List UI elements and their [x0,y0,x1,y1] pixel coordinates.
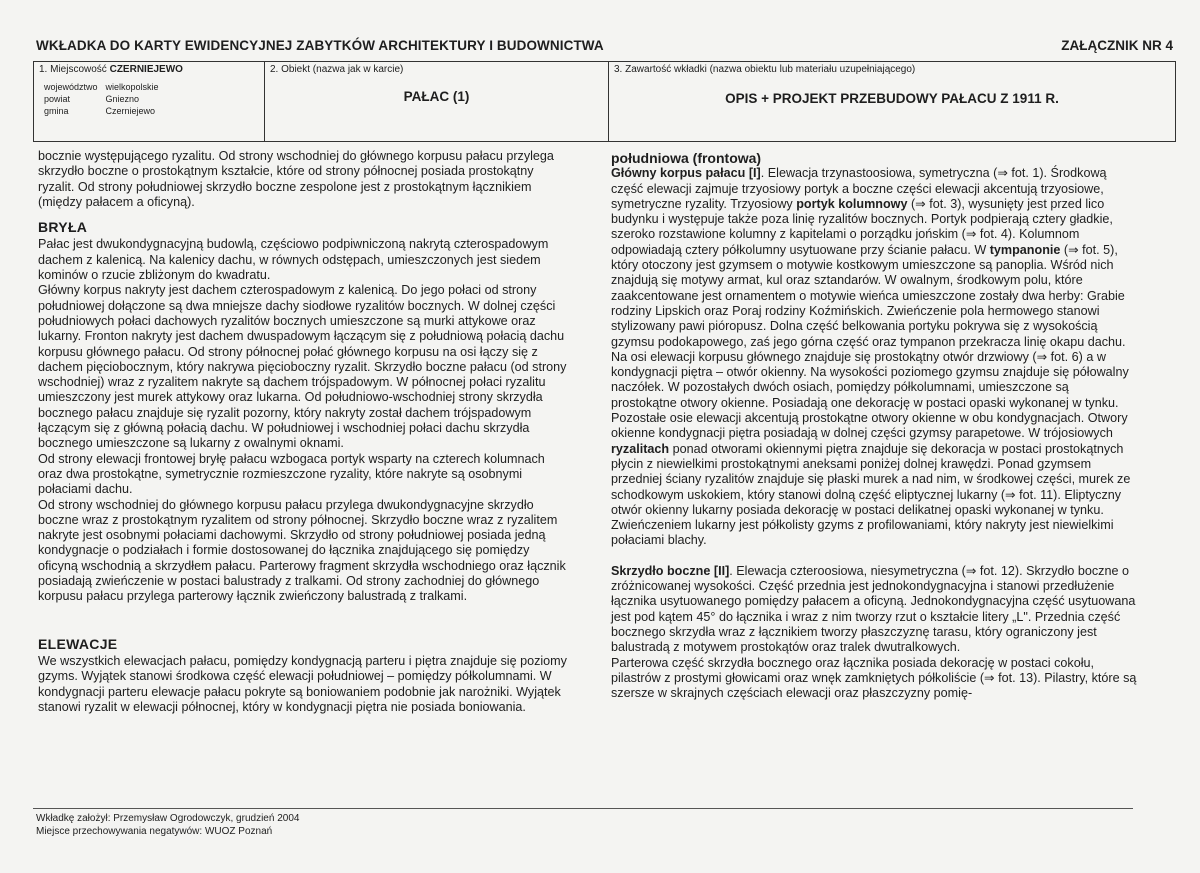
header-table [33,61,1176,142]
left-column [38,149,568,715]
paragraph-axes: Pozostałe osie elewacji akcentują prostokątne otwory okienne w obu kondygnacjach. Otwory okienne kondygnacji piętra posiadają w dolnej części gzymsy parapetowe. W trójosiowych ryzalitach ponad otworami okiennymi piętra znajduje się dekoracja w postaci prostokątnych płycin z niewielkimi prostokątnymi aneksami poniżej dolnej krawędzi. Ponad gzymsem przedniej ściany ryzalitów znajduje się płaski murek a nad nim, w środkowej części, murek ze schodkowym uskokiem, który stanowi dolną część eliptycznej lukarny (⇒ fot. 11). Eliptyczny otwór okienny lukarny posiada dekorację w postaci delikatnej opaski wykonanej w tynku. Zwieńczeniem lukarny jest półkolisty gzyms z profilowaniami, który nakryty jest niewielkimi połaciami blachy. [611,411,1131,548]
document-title: WKŁADKA DO KARTY EWIDENCYJNEJ ZABYTKÓW ARCHITEKTURY I BUDOWNICTWA [36,38,604,53]
intro-paragraph: bocznie występującego ryzalitu. Od strony wschodniej do głównego korpusu pałacu przylega skrzydło boczne o prostokątnym kształcie, które od strony północnej posiada prostokątny ryzalit. Od strony południowej skrzydło boczne zespolone jest z prostokątnym łącznikiem (między pałacem a oficyną). [38,149,554,209]
admin-row: powiat Gniezno [44,94,140,104]
footer-divider [33,808,1133,809]
section-heading-bryla: BRYŁA [38,219,88,236]
document-page [33,30,1176,852]
footer [36,813,299,838]
paragraph: Od strony elewacji frontowej bryłę pałacu wzbogaca portyk wsparty na czterech kolumnach oraz dwa prostokątne, symetrycznie rozmieszczone ryzality, które nakryte są osobnymi połaciami dachu. [38,451,545,497]
section-heading-elewacje: ELEWACJE [38,635,118,652]
admin-row: gmina Czerniejewo [44,106,156,116]
paragraph: Główny korpus nakryty jest dachem czterospadowym z kalenicą. Do jego połaci od strony południowej dołączone są dwa mniejsze dachy siodłowe ryzalitów bocznych. W dolnej części południowych połaci dachowych ryzalitów bocznych umieszczone są murki attykowe oraz lukarny. Fronton nakryty jest dachem dwuspadowym łączącym się z południową połacią dachu korpusu głównego pałacu. Od strony północnej połać głównego korpusu na osi łączy się z dachem pięciobocznym, który nakrywa pięcioboczny ryzalit. Skrzydło boczne pałacu (od strony wschodniej) wraz z ryzalitem nakryte są dachem trójspadowym. W północnej połaci ryzalitu umieszczony jest murek attykowy oraz lukarna. Od południowo-wschodniej strony skrzydła bocznego pałacu znajduje się ryzalit pozorny, który nakryty został dachem trójspadowym łączącym się z główną połacią dachu. W południowej i wschodniej połaci dachu skrzydła bocznego umieszczone są lukarny z owalnymi oknami. [38,283,567,451]
locality-value: CZERNIEJEWO [109,64,183,75]
footer-author: Wkładkę założył: Przemysław Ogrodowczyk, grudzień 2004 [36,813,300,824]
title-row [33,38,1176,58]
paragraph: Od strony wschodniej do głównego korpusu pałacu przylega dwukondygnacyjne skrzydło boczne wraz z prostokątnym ryzalitem od strony północnej. Skrzydło boczne wraz z ryzalitem nakryte jest osobnymi połaciami dachowymi. Skrzydło od strony południowej posiada jedną kondygnacje o podziałach i formie dostosowanej do łącznika znajdującego się pomiędzy oficyną wschodnią a skrzydłem pałacu. Parterowy fragment skrzydła wschodniego oraz łącznik posiadają zwieńczenie w postaci balustrady z tralkami. Od strony zachodniej do głównego korpusu pałacu przylega parterowy łącznik zwieńczony balustradą z tralkami. [38,497,566,604]
elevation-heading: południowa (frontowa) [611,150,762,166]
paragraph-main-body: Główny korpus pałacu [I]. Elewacja trzynastoosiowa, symetryczna (⇒ fot. 1). Środkową część elewacji zajmuje trzyosiowy portyk a boczne części elewacji akcentują trzyosiowe, symetryczne ryzality. Trzyosiowy portyk kolumnowy (⇒ fot. 3), wysunięty jest przed lico budynku i występuje także poza linię ryzalitów bocznych. Portyk podpierają cztery gładkie, szeroko rozstawione kolumny z kapitelami o porządku jońskim (⇒ fot. 4). Kolumnom odpowiadają cztery półkolumny usytuowane przy ścianie pałacu. W tympanonie (⇒ fot. 5), który otoczony jest gzymsem o motywie kostkowym umieszczone są panoplia. Wśród nich znajdują się motywy armat, kul oraz sztandarów. W owalnym, środkowym polu, które zaakcentowane jest ornamentem o motywie wieńca umieszczone zostały dwa herby: Grabie rodziny Lipskich oraz Poraj rodziny Koźmińskich. Zwieńczenie pola hermowego stanowi stylizowany pawi pióropusz. Dolna część belkowania portyku pokrywa się z wysokością gzymsu podokapowego, zaś jego górna część oraz tympanon przekracza linię okapu dachu. Na osi elewacji korpusu głównego znajduje się prostokątny otwór drzwiowy (⇒ fot. 6) a w kondygnacji piętra – otwór okienny. Na wysokości poziomego gzymsu znajduje się półowalny naczółek. W pozostałych dwóch osiach, pomiędzy półkolumnami, umieszczone są prostokątne otwory okienne. Posiadają one dekorację w postaci opaski wykonanej w tynku. [611,166,1129,410]
content-label: 3. Zawartość wkładki (nazwa obiektu lub materiału uzupełniającego) [614,64,916,75]
paragraph-side-wing: Skrzydło boczne [II]. Elewacja czteroosiowa, niesymetryczna (⇒ fot. 12). Skrzydło boczne o zróżnicowanej wysokości. Część przednia jest jednokondygnacyjna i stanowi przedłużenie łącznika usytuowanego pomiędzy pałacem a oficyną. Jednokondygnacyjna część usytuowana jest pod kątem 45° do łącznika i wraz z nim tworzy rzut o kształcie litery „L". Przednia część bocznego skrzydła wraz z łącznikiem tworzy płaszczyznę tarasu, który ograniczony jest balustradą z motywem prostokątów oraz tralek dwutralkowych. [611,563,1136,655]
locality-label: 1. Miejscowość CZERNIEJEWO [39,64,183,75]
content-value: OPIS + PROJEKT PRZEBUDOWY PAŁACU Z 1911 R. [725,91,1059,106]
admin-row: województwo wielkopolskie [44,82,159,92]
paragraph: Pałac jest dwukondygnacyjną budowlą, częściowo podpiwniczoną nakrytą czterospadowym dachem z kalenicą. Na kalenicy dachu, w równych odstępach, umieszczonych jest siedem kominów o rzucie zbliżonym do kwadratu. [38,237,549,283]
admin-table [42,80,167,118]
paragraph-ground-floor: Parterowa część skrzydła bocznego oraz łącznika posiada dekorację w postaci cokołu, pilastrów z prostymi głowicami oraz wnęk zamkniętych półkoliście (⇒ fot. 13). Pilastry, które są szersze w skrajnych częściach elewacji oraz płaszczyzny pomię- [611,655,1137,701]
object-label: 2. Obiekt (nazwa jak w karcie) [270,64,404,75]
annex-number: ZAŁĄCZNIK NR 4 [1061,38,1173,53]
object-cell [265,62,609,141]
right-column [611,151,1137,701]
locality-cell [34,62,265,141]
content-cell [609,62,1175,141]
object-value: PAŁAC (1) [403,89,470,104]
paragraph: We wszystkich elewacjach pałacu, pomiędzy kondygnacją parteru i piętra znajduje się poziomy gzyms. Wyjątek stanowi środkowa część elewacji południowej – pomiędzy półkolumnami. W kondygnacji parteru elewacje pałacu pokryte są boniowaniem podobnie jak narożniki. Wyjątek stanowi ryzalit w elewacji północnej, który w kondygnacji piętra nie posiada boniowania. [38,653,567,714]
footer-storage: Miejsce przechowywania negatywów: WUOZ Poznań [36,825,273,837]
